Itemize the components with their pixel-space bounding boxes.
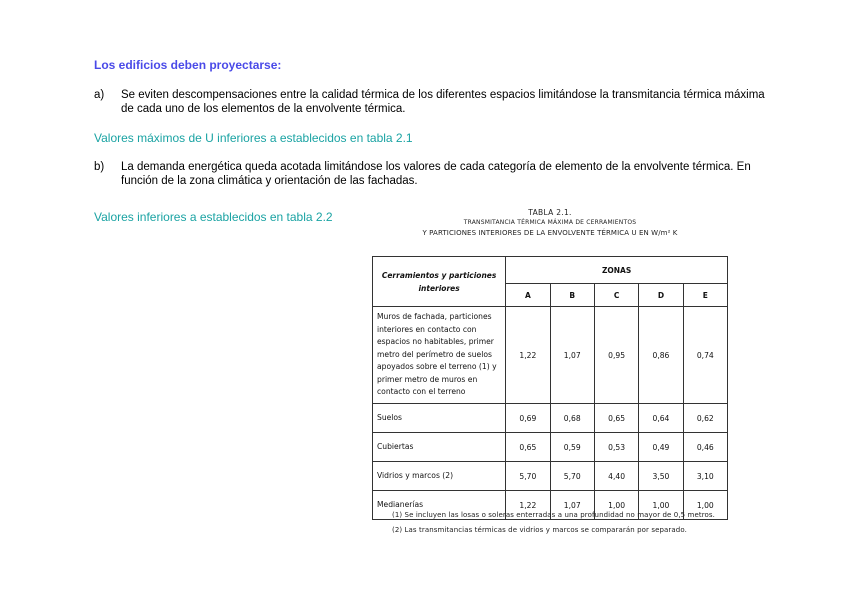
table-caption-title: TRANSMITANCIA TÉRMICA MÁXIMA DE CERRAMIENTOS xyxy=(463,219,637,226)
cell-value: 1,22 xyxy=(506,307,550,404)
list-text: Se eviten descompensaciones entre la calidad térmica de los diferentes espacios limitándose la transmitancia térmica máxima de cada uno de los elementos de la envolvente térmica. xyxy=(121,89,765,115)
footnote-2: (2) Las transmitancias térmicas de vidrios y marcos se compararán por separado. xyxy=(392,526,687,534)
cell-value: 0,59 xyxy=(550,433,594,462)
table-row xyxy=(373,307,728,404)
footnote-1: (1) Se incluyen las losas o soleras enterradas a una profundidad no mayor de 0,5 metros. xyxy=(392,511,715,519)
cell-value: 0,53 xyxy=(594,433,638,462)
cell-value: 5,70 xyxy=(506,462,550,491)
cell-value: 0,65 xyxy=(506,433,550,462)
cell-value: 3,10 xyxy=(683,462,727,491)
row-label: Cubiertas xyxy=(373,433,506,462)
cell-value: 1,07 xyxy=(550,307,594,404)
cell-value: 3,50 xyxy=(639,462,683,491)
cell-value: 0,69 xyxy=(506,404,550,433)
row-label: Medianerías xyxy=(373,491,506,520)
zone-header: E xyxy=(683,284,727,307)
row-label: Muros de fachada, particiones interiores en contacto con espacios no habitables, primer metro del perímetro de suelos apoyados sobre el terreno (1) y primer metro de muros en contacto con el terreno xyxy=(373,307,506,404)
table-row xyxy=(373,404,728,433)
zone-header: B xyxy=(550,284,594,307)
cell-value: 0,46 xyxy=(683,433,727,462)
note-table-2-1: Valores máximos de U inferiores a establecidos en tabla 2.1 xyxy=(94,131,413,145)
cell-value: 0,74 xyxy=(683,307,727,404)
table-row xyxy=(373,462,728,491)
section-heading: Los edificios deben proyectarse: xyxy=(94,58,282,72)
zone-header: C xyxy=(594,284,638,307)
cell-value: 0,86 xyxy=(639,307,683,404)
transmittance-table xyxy=(372,256,728,520)
list-text: La demanda energética queda acotada limitándose los valores de cada categoría de elemento de la envolvente térmica. En función de la zona climática y orientación de las fachadas. xyxy=(121,161,751,187)
cell-value: 0,49 xyxy=(639,433,683,462)
cell-value: 1,22 xyxy=(506,491,550,520)
note-table-2-2: Valores inferiores a establecidos en tabla 2.2 xyxy=(94,210,333,224)
cell-value: 1,00 xyxy=(594,491,638,520)
list-marker: b) xyxy=(94,161,105,173)
cell-value: 5,70 xyxy=(550,462,594,491)
cell-value: 4,40 xyxy=(594,462,638,491)
list-marker: a) xyxy=(94,89,105,101)
cell-value: 1,00 xyxy=(639,491,683,520)
table-caption-subtitle: Y PARTICIONES INTERIORES DE LA ENVOLVENTE TÉRMICA U EN W/m² K xyxy=(422,229,678,237)
cell-value: 0,68 xyxy=(550,404,594,433)
row-label: Vidrios y marcos (2) xyxy=(373,462,506,491)
zone-header: D xyxy=(639,284,683,307)
zone-header: A xyxy=(506,284,550,307)
header-zones: ZONAS xyxy=(506,257,728,284)
header-category: Cerramientos y particiones interiores xyxy=(373,257,506,307)
cell-value: 1,00 xyxy=(683,491,727,520)
cell-value: 0,95 xyxy=(594,307,638,404)
cell-value: 0,62 xyxy=(683,404,727,433)
cell-value: 0,64 xyxy=(639,404,683,433)
table-caption-number: TABLA 2.1. xyxy=(528,208,572,217)
row-label: Suelos xyxy=(373,404,506,433)
table-row xyxy=(373,433,728,462)
cell-value: 1,07 xyxy=(550,491,594,520)
cell-value: 0,65 xyxy=(594,404,638,433)
